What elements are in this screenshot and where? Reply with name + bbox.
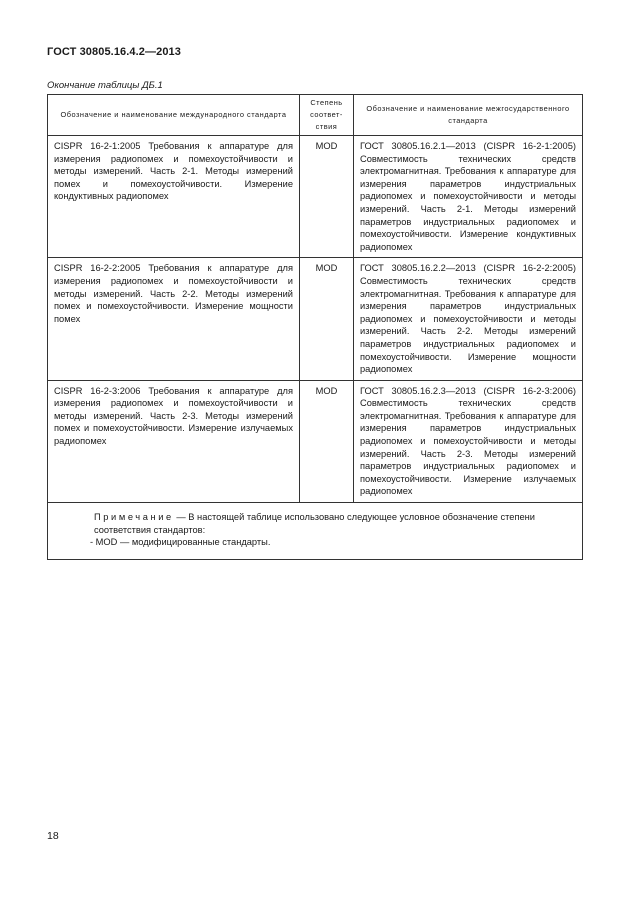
cell-interstate-standard: ГОСТ 30805.16.2.1—2013 (CISPR 16-2-1:2005) Совместимость технических средств электромагнитная. Требования к аппаратуре для измерения параметров индустриальных радиопомех и помехоустойчивости и методы измерений. Часть 2-1. Методы измерений параметров индустриальных радиопомех и помехоустойчивости. Измерение кондуктивных радиопомех [354,136,583,258]
note-text: — В настоящей таблице использовано следующее условное обозначение степени соответствия стандартов: [94,512,535,535]
column-header-interstate: Обозначение и наименование межгосударственного стандарта [354,95,583,136]
column-header-degree: Степень соответ-ствия [300,95,354,136]
table-row [48,380,583,502]
document-code-header: ГОСТ 30805.16.4.2—2013 [47,46,181,58]
table-note [48,503,583,560]
table-header-row [48,95,583,136]
note-paragraph [58,511,574,536]
cell-degree: MOD [300,136,354,258]
note-label: Примечание [94,512,174,523]
column-header-international: Обозначение и наименование международного стандарта [48,95,300,136]
table-note-row [48,503,583,560]
cell-degree: MOD [300,380,354,502]
note-list-item: - MOD — модифицированные стандарты. [90,537,271,548]
cell-interstate-standard: ГОСТ 30805.16.2.2—2013 (CISPR 16-2-2:2005) Совместимость технических средств электромагнитная. Требования к аппаратуре для измерения параметров индустриальных радиопомех и помехоустойчивости и методы измерений. Часть 2-2. Методы измерений параметров индустриальных радиопомех и помехоустойчивости. Измерение мощности радиопомех [354,258,583,380]
cell-interstate-standard: ГОСТ 30805.16.2.3—2013 (CISPR 16-2-3:2006) Совместимость технических средств электромагнитная. Требования к аппаратуре для измерения параметров индустриальных радиопомех и помехоустойчивости и методы измерений. Часть 2-3. Методы измерений параметров индустриальных радиопомех и помехоустойчивости. Измерение излучаемых радиопомех [354,380,583,502]
cell-international-standard: CISPR 16-2-3:2006 Требования к аппаратуре для измерения радиопомех и помехоустойчивости и методы измерений. Часть 2-3. Методы измерений помех и помехоустойчивости. Измерение излучаемых радиопомех [48,380,300,502]
table-caption: Окончание таблицы ДБ.1 [47,80,163,91]
standards-correspondence-table [47,94,583,560]
table-row [48,258,583,380]
page-number: 18 [47,830,59,842]
cell-international-standard: CISPR 16-2-1:2005 Требования к аппаратуре для измерения радиопомех и помехоустойчивости и методы измерений. Часть 2-1. Методы измерений помех и помехоустойчивости. Измерение кондуктивных радиопомех [48,136,300,258]
table-row [48,136,583,258]
cell-international-standard: CISPR 16-2-2:2005 Требования к аппаратуре для измерения радиопомех и помехоустойчивости и методы измерений. Часть 2-2. Методы измерений помех и помехоустойчивости. Измерение мощности помех [48,258,300,380]
cell-degree: MOD [300,258,354,380]
